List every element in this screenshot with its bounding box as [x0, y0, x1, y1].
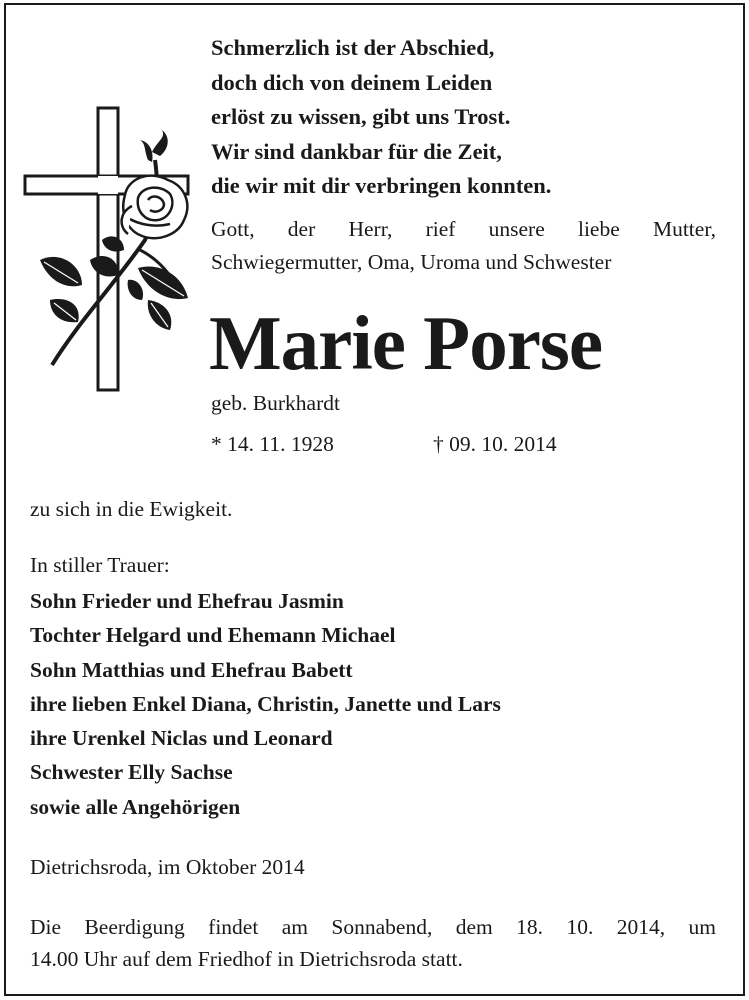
maiden-name: geb. Burkhardt — [211, 391, 340, 415]
mourner-entry: Tochter Helgard und Ehemann Michael — [30, 623, 396, 648]
mourner-entry: Sohn Frieder und Ehefrau Jasmin — [30, 589, 344, 613]
mourners-list — [30, 584, 501, 824]
poem-line: erlöst zu wissen, gibt uns Trost. — [211, 104, 511, 129]
mourner-entry: Schwester Elly Sachse — [30, 760, 233, 785]
mourner-entry: sowie alle Angehörigen — [30, 794, 241, 819]
death-date: † 09. 10. 2014 — [433, 432, 557, 456]
funeral-line: 14.00 Uhr auf dem Friedhof in Dietrichsroda statt. — [30, 947, 463, 971]
poem-line: die wir mit dir verbringen konnten. — [211, 173, 552, 198]
intro-text — [211, 213, 716, 279]
funeral-line: Die Beerdigung findet am Sonnabend, dem 18. 10. 2014, um — [30, 915, 716, 939]
life-dates — [211, 429, 557, 459]
poem-verse — [211, 31, 551, 204]
birth-date: * 14. 11. 1928 — [211, 432, 334, 456]
place-date: Dietrichsroda, im Oktober 2014 — [30, 855, 305, 879]
mourner-entry: ihre Urenkel Niclas und Leonard — [30, 726, 333, 751]
intro-line: Schwiegermutter, Oma, Uroma und Schwester — [211, 250, 612, 274]
cross-with-rose-icon — [20, 100, 200, 400]
poem-line: doch dich von deinem Leiden — [211, 69, 493, 95]
deceased-name: Marie Porse — [209, 300, 603, 386]
closing-line: zu sich in die Ewigkeit. — [30, 497, 233, 521]
mourners-heading: In stiller Trauer: — [30, 553, 170, 577]
poem-line: Schmerzlich ist der Abschied, — [211, 35, 495, 60]
poem-line: Wir sind dankbar für die Zeit, — [211, 138, 502, 164]
intro-line: Gott, der Herr, rief unsere liebe Mutter, — [211, 217, 716, 241]
mourner-entry: Sohn Matthias und Ehefrau Babett — [30, 657, 353, 682]
mourner-entry: ihre lieben Enkel Diana, Christin, Janette und Lars — [30, 691, 501, 716]
funeral-notice — [30, 911, 716, 975]
